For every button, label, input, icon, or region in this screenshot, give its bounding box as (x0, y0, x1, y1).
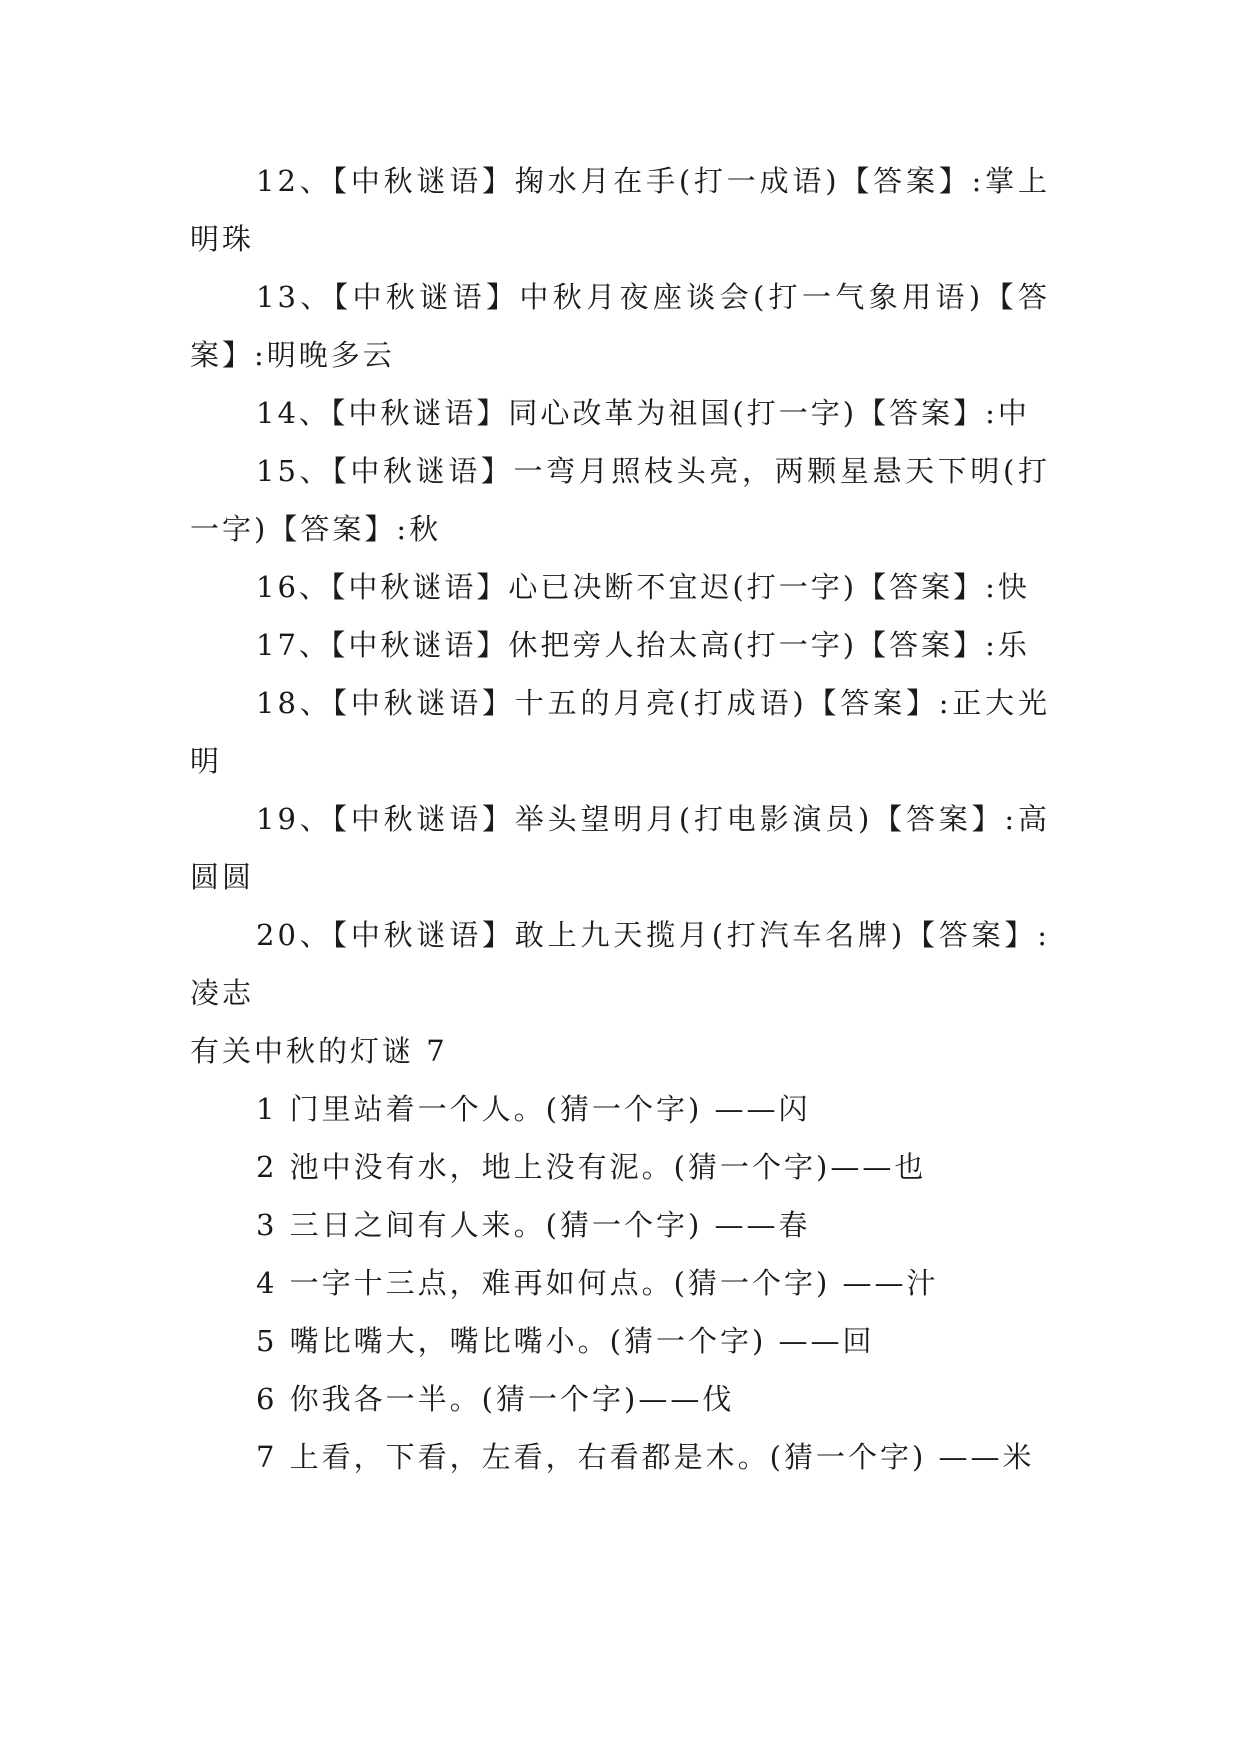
answer-dash: —— (638, 1382, 703, 1416)
riddle-text: 十五的月亮(打成语) (514, 686, 807, 720)
answer-separator: : (396, 512, 410, 546)
answer-tag: 【答案】 (268, 512, 397, 546)
riddle-answer: 汁 (906, 1266, 939, 1300)
answer-separator: : (254, 338, 267, 372)
riddle-answer: 伐 (702, 1382, 735, 1416)
riddle-text: 三日之间有人来。(猜一个字) (289, 1208, 703, 1242)
answer-separator: : (1037, 918, 1050, 952)
riddle-answer: 掌上明珠 (190, 164, 1050, 256)
answer-tag: 【答案】 (857, 628, 986, 662)
answer-dash: —— (842, 1266, 907, 1300)
riddle-tag: 【中秋谜语】 (332, 802, 515, 836)
riddle-tag: 【中秋谜语】 (330, 628, 509, 662)
riddle-tag: 【中秋谜语】 (332, 918, 515, 952)
riddle-number: 16、 (256, 570, 331, 604)
riddle-tag: 【中秋谜语】 (330, 570, 509, 604)
riddle-text: 池中没有水，地上没有泥。(猜一个字) (289, 1150, 831, 1184)
riddle-paragraph (190, 616, 1050, 674)
riddle-number: 4 (256, 1266, 278, 1300)
riddle-number: 12、 (256, 164, 333, 198)
riddle-number: 13、 (256, 280, 334, 314)
answer-separator: : (1004, 802, 1018, 836)
answer-tag: 【答案】 (806, 686, 939, 720)
answer-tag: 【答案】 (190, 280, 1050, 372)
answer-tag: 【答案】 (839, 164, 972, 198)
answer-separator: : (971, 164, 985, 198)
riddle-answer: 闪 (778, 1092, 811, 1126)
riddle-tag: 【中秋谜语】 (330, 396, 509, 430)
riddle-text: 一字十三点，难再如何点。(猜一个字) (289, 1266, 831, 1300)
riddle-text: 举头望明月(打电影演员) (514, 802, 873, 836)
riddle-number: 7 (256, 1440, 278, 1474)
riddle-paragraph (190, 384, 1050, 442)
riddle-text: 一弯月照枝头亮，两颗星悬天下明(打一字) (190, 454, 1050, 546)
riddle-tag: 【中秋谜语】 (333, 280, 520, 314)
riddle-answer: 春 (778, 1208, 811, 1242)
answer-separator: : (985, 628, 998, 662)
riddle-number: 5 (256, 1324, 278, 1358)
answer-dash: —— (778, 1324, 843, 1358)
riddle-text: 敢上九天揽月(打汽车名牌) (514, 918, 906, 952)
riddle-paragraph (190, 152, 1050, 268)
riddle-number: 3 (256, 1208, 278, 1242)
riddle-paragraph (190, 442, 1050, 558)
riddle-text: 门里站着一个人。(猜一个字) (289, 1092, 703, 1126)
riddle-text: 中秋月夜座谈会(打一气象用语) (519, 280, 984, 314)
riddle-number: 19、 (256, 802, 333, 836)
riddle-answer: 乐 (997, 628, 1030, 662)
document-body (190, 152, 1050, 1486)
riddle-tag: 【中秋谜语】 (332, 164, 515, 198)
lantern-riddle (190, 1080, 1050, 1138)
riddle-paragraph (190, 558, 1050, 616)
riddle-answer: 也 (894, 1150, 927, 1184)
riddle-number: 20、 (256, 918, 333, 952)
answer-dash: —— (938, 1440, 1003, 1474)
riddle-number: 14、 (256, 396, 331, 430)
answer-dash: —— (714, 1208, 779, 1242)
riddle-answer: 明晚多云 (266, 338, 395, 372)
riddle-paragraph (190, 906, 1050, 1022)
riddle-text: 掬水月在手(打一成语) (514, 164, 840, 198)
lantern-riddle (190, 1370, 1050, 1428)
answer-tag: 【答案】 (857, 570, 986, 604)
riddle-answer: 回 (842, 1324, 875, 1358)
lantern-riddle (190, 1138, 1050, 1196)
riddle-answer: 高圆圆 (190, 802, 1050, 894)
riddle-text: 上看，下看，左看，右看都是木。(猜一个字) (289, 1440, 927, 1474)
riddle-number: 18、 (256, 686, 333, 720)
lantern-riddle (190, 1428, 1050, 1486)
answer-dash: —— (830, 1150, 895, 1184)
riddle-answer: 秋 (409, 512, 442, 546)
riddle-tag: 【中秋谜语】 (332, 686, 515, 720)
lantern-riddle (190, 1312, 1050, 1370)
lantern-riddle (190, 1254, 1050, 1312)
riddle-number: 17、 (256, 628, 331, 662)
answer-tag: 【答案】 (872, 802, 1005, 836)
answer-tag: 【答案】 (857, 396, 986, 430)
riddle-number: 6 (256, 1382, 278, 1416)
riddle-number: 1 (256, 1092, 278, 1126)
answer-separator: : (938, 686, 952, 720)
riddle-answer: 快 (997, 570, 1030, 604)
riddle-paragraph (190, 790, 1050, 906)
riddle-answer: 中 (997, 396, 1030, 430)
riddle-answer: 正大光明 (190, 686, 1050, 778)
riddle-text: 同心改革为祖国(打一字) (508, 396, 858, 430)
answer-separator: : (985, 570, 998, 604)
answer-separator: : (985, 396, 998, 430)
answer-tag: 【答案】 (905, 918, 1038, 952)
section-heading: 有关中秋的灯谜 7 (190, 1034, 448, 1068)
answer-dash: —— (714, 1092, 779, 1126)
riddle-text: 心已决断不宜迟(打一字) (508, 570, 858, 604)
riddle-text: 你我各一半。(猜一个字) (289, 1382, 639, 1416)
lantern-riddle (190, 1196, 1050, 1254)
riddle-number: 2 (256, 1150, 278, 1184)
riddle-number: 15、 (256, 454, 333, 488)
riddle-answer: 凌志 (190, 976, 255, 1010)
riddle-text: 嘴比嘴大，嘴比嘴小。(猜一个字) (289, 1324, 767, 1358)
riddle-text: 休把旁人抬太高(打一字) (508, 628, 858, 662)
riddle-paragraph (190, 674, 1050, 790)
riddle-answer: 米 (1002, 1440, 1035, 1474)
riddle-paragraph (190, 268, 1050, 384)
riddle-tag: 【中秋谜语】 (332, 454, 514, 488)
